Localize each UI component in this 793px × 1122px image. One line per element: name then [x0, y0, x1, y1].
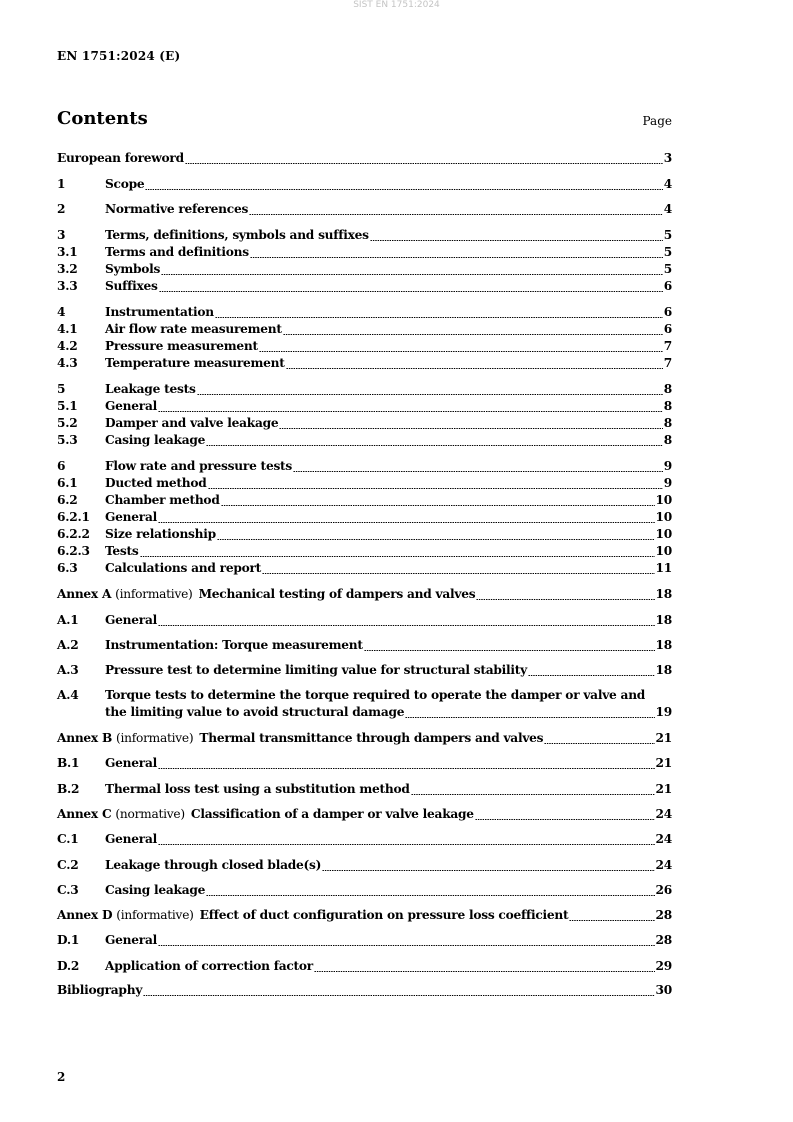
watermark: SIST EN 1751:2024 — [353, 0, 440, 10]
toc-entry-title-line-2: the limiting value to avoid structural damage — [105, 705, 405, 719]
toc-entry-6-2-3[interactable] — [57, 543, 672, 560]
toc-entry-title: Suffixes — [105, 279, 158, 293]
toc-entry-page: 7 — [663, 356, 672, 370]
dot-leader — [143, 995, 654, 996]
toc-entry-4-1[interactable] — [57, 321, 672, 338]
toc-entry-6-2-1[interactable] — [57, 509, 672, 526]
toc-entry-annex-c[interactable] — [57, 806, 672, 823]
toc-entry-number: A.2 — [57, 638, 79, 652]
dot-leader — [197, 394, 663, 395]
toc-entry-title: Leakage tests — [105, 382, 196, 396]
toc-entry-page: 18 — [655, 638, 672, 652]
toc-annex-label: Annex C — [57, 807, 112, 821]
toc-entry-4-3[interactable] — [57, 355, 672, 372]
dot-leader — [249, 214, 663, 215]
toc-entry-page: 21 — [655, 756, 672, 770]
toc-entry-title: Bibliography — [57, 983, 143, 997]
toc-entry-page: 18 — [655, 613, 672, 627]
toc-entry-title: Effect of duct configuration on pressure loss coefficient — [199, 908, 569, 922]
toc-entry-page: 9 — [663, 476, 672, 490]
toc-entry-title: Chamber method — [105, 493, 220, 507]
toc-entry-title: Calculations and report — [105, 561, 262, 575]
toc-entry-number: B.1 — [57, 756, 80, 770]
toc-entry-page: 5 — [663, 262, 672, 276]
toc-entry-number: B.2 — [57, 782, 80, 796]
toc-entry-number: 3.3 — [57, 279, 78, 293]
toc-entry-c-1[interactable] — [57, 831, 672, 848]
toc-entry-page: 8 — [663, 382, 672, 396]
dot-leader — [140, 556, 655, 557]
toc-entry-title: Pressure measurement — [105, 339, 258, 353]
dot-leader — [206, 895, 654, 896]
toc-entry-number: C.1 — [57, 832, 79, 846]
toc-entry-title: General — [105, 832, 157, 846]
toc-entry-page: 21 — [655, 731, 672, 745]
toc-entry-number: 5.1 — [57, 399, 78, 413]
toc-entry-6-2[interactable] — [57, 492, 672, 509]
toc-entry-page: 26 — [655, 883, 672, 897]
toc-entry-number: D.1 — [57, 933, 80, 947]
dot-leader — [158, 411, 663, 412]
toc-entry-c-3[interactable] — [57, 882, 672, 899]
toc-annex-label: Annex B — [57, 731, 112, 745]
toc-entry-title: Temperature measurement — [105, 356, 285, 370]
toc-entry-title: Thermal transmittance through dampers and valves — [199, 731, 544, 745]
dot-leader — [206, 445, 663, 446]
toc-entry-6-3[interactable] — [57, 560, 672, 577]
dot-leader — [286, 368, 663, 369]
toc-annex-kind: (informative) — [116, 731, 194, 745]
dot-leader — [215, 317, 663, 318]
toc-entry-page: 10 — [655, 544, 672, 558]
dot-leader — [250, 257, 663, 258]
dot-leader — [158, 625, 655, 626]
dot-leader — [283, 334, 663, 335]
dot-leader — [293, 471, 663, 472]
toc-entry-number: 6.2.1 — [57, 510, 90, 524]
page-column-label: Page — [642, 114, 672, 128]
toc-entry-3-2[interactable] — [57, 261, 672, 278]
toc-entry-a-2[interactable] — [57, 637, 672, 654]
dot-leader — [262, 573, 654, 574]
dot-leader — [370, 240, 663, 241]
toc-entry-number: C.3 — [57, 883, 79, 897]
toc-entry-c-2[interactable] — [57, 857, 672, 874]
toc-entry-number: 1 — [57, 177, 66, 191]
dot-leader — [411, 794, 655, 795]
toc-entry-title: General — [105, 613, 157, 627]
toc-entry-page: 28 — [655, 908, 672, 922]
toc-entry-title: Instrumentation: Torque measurement — [105, 638, 363, 652]
toc-annex-label: Annex D — [57, 908, 113, 922]
dot-leader — [476, 599, 654, 600]
toc-entry-page: 8 — [663, 433, 672, 447]
page-number: 2 — [57, 1070, 66, 1084]
toc-entry-page: 21 — [655, 782, 672, 796]
toc-entry-title: Ducted method — [105, 476, 207, 490]
toc-entry-number: C.2 — [57, 858, 79, 872]
toc-entry-page: 30 — [655, 983, 672, 997]
toc-entry-page: 19 — [655, 705, 672, 719]
toc-entry-page: 10 — [655, 493, 672, 507]
toc-entry-page: 18 — [655, 663, 672, 677]
dot-leader — [475, 819, 655, 820]
dot-leader — [145, 189, 662, 190]
toc-entry-title: Instrumentation — [105, 305, 214, 319]
toc-annex-kind: (informative) — [116, 908, 194, 922]
toc-entry-title: Size relationship — [105, 527, 216, 541]
toc-entry-page: 6 — [663, 279, 672, 293]
toc-entry-3-1[interactable] — [57, 244, 672, 261]
contents-heading: Contents — [57, 108, 148, 129]
toc-entry-page: 6 — [663, 305, 672, 319]
dot-leader — [405, 717, 654, 718]
toc-entry-4[interactable] — [57, 304, 672, 321]
toc-entry-number: A.3 — [57, 663, 79, 677]
dot-leader — [569, 920, 654, 921]
toc-entry-annex-b[interactable] — [57, 730, 672, 747]
toc-entry-a-4[interactable] — [57, 687, 672, 721]
toc-entry-page: 24 — [655, 832, 672, 846]
toc-entry-page: 18 — [655, 587, 672, 601]
toc-entry-b-1[interactable] — [57, 755, 672, 772]
toc-entry-page: 24 — [655, 858, 672, 872]
toc-entry-2[interactable] — [57, 201, 672, 218]
dot-leader — [221, 505, 655, 506]
toc-entry-a-1[interactable] — [57, 612, 672, 629]
toc-entry-number: 5 — [57, 382, 66, 396]
toc-entry-3[interactable] — [57, 227, 672, 244]
toc-entry-title: Mechanical testing of dampers and valves — [198, 587, 476, 601]
dot-leader — [158, 768, 655, 769]
toc-entry-page: 7 — [663, 339, 672, 353]
toc-annex-kind: (informative) — [115, 587, 193, 601]
toc-entry-number: A.1 — [57, 613, 79, 627]
toc-entry-title: Flow rate and pressure tests — [105, 459, 293, 473]
toc-entry-page: 4 — [663, 177, 672, 191]
toc-entry-page: 8 — [663, 416, 672, 430]
toc-entry-number: 6.1 — [57, 476, 78, 490]
toc-entry-title: Casing leakage — [105, 433, 206, 447]
toc-entry-title: Application of correction factor — [105, 959, 313, 973]
toc-entry-foreword[interactable] — [57, 150, 672, 167]
dot-leader — [158, 844, 655, 845]
toc-entry-number: A.4 — [57, 688, 79, 702]
toc-entry-page: 10 — [655, 527, 672, 541]
dot-leader — [259, 351, 663, 352]
toc-entry-number: 2 — [57, 202, 66, 216]
toc-entry-number: 5.3 — [57, 433, 78, 447]
toc-entry-title: Pressure test to determine limiting value for structural stability — [105, 663, 527, 677]
dot-leader — [158, 522, 655, 523]
toc-entry-number: 4 — [57, 305, 66, 319]
toc-entry-5-1[interactable] — [57, 398, 672, 415]
document-id: EN 1751:2024 (E) — [57, 49, 181, 63]
toc-entry-number: 4.2 — [57, 339, 78, 353]
toc-entry-title-line-1: Torque tests to determine the torque required to operate the damper or valve and — [105, 688, 646, 702]
toc-entry-number: D.2 — [57, 959, 80, 973]
toc-entry-title: General — [105, 756, 157, 770]
dot-leader — [322, 870, 654, 871]
dot-leader — [208, 488, 663, 489]
toc-entry-number: 6.2 — [57, 493, 78, 507]
toc-entry-number: 6.2.2 — [57, 527, 90, 541]
toc-entry-d-1[interactable] — [57, 932, 672, 949]
toc-entry-6-2-2[interactable] — [57, 526, 672, 543]
toc-entry-page: 5 — [663, 228, 672, 242]
toc-entry-title: Casing leakage — [105, 883, 206, 897]
toc-entry-6[interactable] — [57, 458, 672, 475]
toc-entry-title: General — [105, 510, 157, 524]
toc-entry-title: General — [105, 399, 157, 413]
toc-entry-a-3[interactable] — [57, 662, 672, 679]
toc-entry-title: Symbols — [105, 262, 161, 276]
dot-leader — [217, 539, 655, 540]
dot-leader — [314, 971, 655, 972]
toc-entry-title: Terms, definitions, symbols and suffixes — [105, 228, 369, 242]
toc-entry-page: 10 — [655, 510, 672, 524]
dot-leader — [158, 945, 655, 946]
toc-entry-page: 11 — [655, 561, 672, 575]
toc-entry-b-2[interactable] — [57, 781, 672, 798]
dot-leader — [159, 291, 663, 292]
toc-annex-label: Annex A — [57, 587, 112, 601]
toc-entry-title: Normative references — [105, 202, 249, 216]
toc-entry-number: 6.2.3 — [57, 544, 90, 558]
toc-entry-title: General — [105, 933, 157, 947]
toc-entry-number: 5.2 — [57, 416, 78, 430]
toc-entry-page: 6 — [663, 322, 672, 336]
dot-leader — [544, 743, 654, 744]
toc-annex-kind: (normative) — [115, 807, 185, 821]
toc-entry-number: 3.2 — [57, 262, 78, 276]
toc-entry-page: 3 — [663, 151, 672, 165]
toc-entry-title: Air flow rate measurement — [105, 322, 282, 336]
toc-entry-title: Terms and definitions — [105, 245, 249, 259]
toc-entry-number: 4.3 — [57, 356, 78, 370]
toc-entry-bibliography[interactable] — [57, 982, 672, 999]
dot-leader — [528, 675, 655, 676]
toc-entry-title: Leakage through closed blade(s) — [105, 858, 322, 872]
dot-leader — [279, 428, 662, 429]
toc-entry-number: 4.1 — [57, 322, 78, 336]
toc-entry-title: Damper and valve leakage — [105, 416, 279, 430]
dot-leader — [364, 650, 655, 651]
toc-entry-number: 6 — [57, 459, 66, 473]
toc-entry-5[interactable] — [57, 381, 672, 398]
toc-entry-number: 3 — [57, 228, 66, 242]
toc-entry-title: Scope — [105, 177, 145, 191]
toc-entry-title: Classification of a damper or valve leakage — [190, 807, 474, 821]
toc-entry-title: Tests — [105, 544, 139, 558]
toc-entry-page: 28 — [655, 933, 672, 947]
toc-entry-1[interactable] — [57, 176, 672, 193]
toc-entry-page: 8 — [663, 399, 672, 413]
dot-leader — [185, 163, 663, 164]
toc-entry-title: Thermal loss test using a substitution method — [105, 782, 410, 796]
toc-entry-page: 5 — [663, 245, 672, 259]
toc-entry-annex-a[interactable] — [57, 586, 672, 603]
dot-leader — [161, 274, 663, 275]
toc-entry-page: 4 — [663, 202, 672, 216]
toc-entry-4-2[interactable] — [57, 338, 672, 355]
toc-entry-number: 3.1 — [57, 245, 78, 259]
toc-entry-6-1[interactable] — [57, 475, 672, 492]
toc-entry-5-3[interactable] — [57, 432, 672, 449]
toc-entry-page: 29 — [655, 959, 672, 973]
toc-entry-page: 24 — [655, 807, 672, 821]
toc-entry-number: 6.3 — [57, 561, 78, 575]
toc-entry-title: European foreword — [57, 151, 184, 165]
toc-entry-3-3[interactable] — [57, 278, 672, 295]
toc-entry-page: 9 — [663, 459, 672, 473]
toc-entry-annex-d[interactable] — [57, 907, 672, 924]
toc-entry-5-2[interactable] — [57, 415, 672, 432]
toc-entry-d-2[interactable] — [57, 958, 672, 975]
